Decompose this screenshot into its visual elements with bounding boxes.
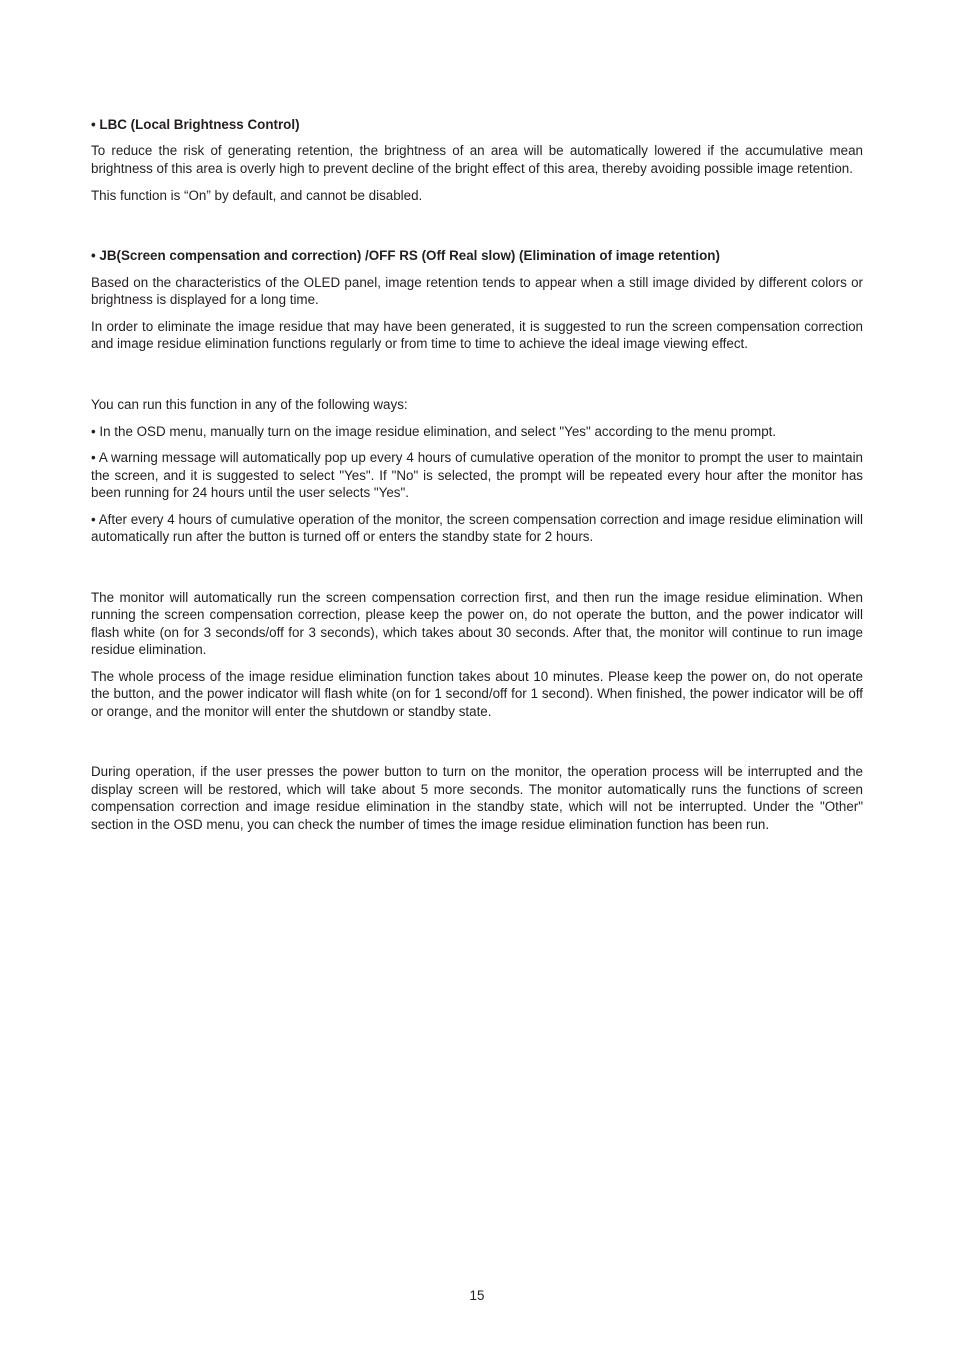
spacer: [91, 555, 863, 589]
section-jb: [91, 247, 863, 352]
lbc-default-note: This function is “On” by default, and cannot be disabled.: [91, 187, 423, 203]
jb-suggestion: In order to eliminate the image residue that may have been generated, it is suggested to run the screen compensation correction and image residue elimination functions regularly or from time to time to achieve the ideal image viewing effect.: [91, 318, 863, 352]
section-interrupt: [91, 763, 863, 833]
process-compensation: The monitor will automatically run the screen compensation correction first, and then run the image residue elimination. When running the screen compensation correction, please keep the power on, do not operate the button, and the power indicator will flash white (on for 3 seconds/off for 3 seconds), which takes about 30 seconds. After that, the monitor will continue to run image residue elimination.: [91, 589, 863, 658]
section-process: [91, 589, 863, 720]
section-lbc: [91, 116, 863, 204]
jb-oled-characteristics: Based on the characteristics of the OLED panel, image retention tends to appear when a still image divided by different colors or brightness is displayed for a long time.: [91, 274, 863, 308]
page-number: 15: [469, 1288, 485, 1303]
jb-heading: • JB(Screen compensation and correction) /OFF RS (Off Real slow) (Elimination of image retention): [91, 248, 720, 264]
interrupt-note: During operation, if the user presses the power button to turn on the monitor, the operation process will be interrupted and the display screen will be restored, which will take about 5 more seconds. The monitor automatically runs the functions of screen compensation correction and image residue elimination in the standby state, which will not be interrupted. Under the "Other" section in the OSD menu, you can check the number of times the image residue elimination function has been run.: [91, 764, 863, 832]
ways-item-osd: • In the OSD menu, manually turn on the image residue elimination, and select "Yes" according to the menu prompt.: [91, 423, 777, 439]
page-content: [91, 116, 863, 842]
spacer: [91, 362, 863, 396]
section-ways: [91, 396, 863, 546]
process-elimination: The whole process of the image residue elimination function takes about 10 minutes. Please keep the power on, do not operate the button, and the power indicator will flash white (on for 1 second/off for 1 second). When finished, the power indicator will be off or orange, and the monitor will enter the shutdown or standby state.: [91, 668, 863, 719]
spacer: [91, 729, 863, 763]
lbc-description: To reduce the risk of generating retention, the brightness of an area will be automatically lowered if the accumulative mean brightness of this area is overly high to prevent decline of the bright effect of this area, thereby avoiding possible image retention.: [91, 143, 863, 176]
ways-intro: You can run this function in any of the following ways:: [91, 396, 408, 412]
ways-item-warning: • A warning message will automatically pop up every 4 hours of cumulative operation of the monitor to prompt the user to maintain the screen, and it is suggested to select "Yes". If "No" is selected, the prompt will be repeated every hour after the monitor has been running for 24 hours until the user selects "Yes".: [91, 450, 863, 501]
ways-item-auto: • After every 4 hours of cumulative operation of the monitor, the screen compensation correction and image residue elimination will automatically run after the button is turned off or enters the standby state for 2 hours.: [91, 511, 863, 545]
lbc-heading: • LBC (Local Brightness Control): [91, 117, 300, 132]
spacer: [91, 213, 863, 247]
